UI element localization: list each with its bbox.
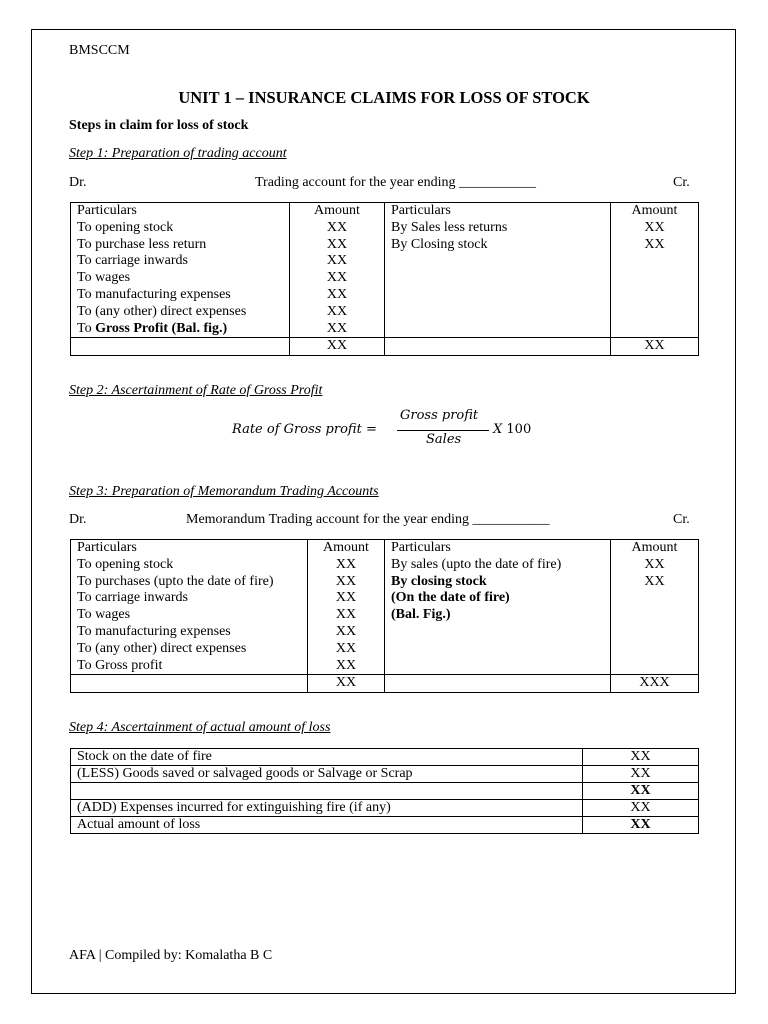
credit-amount <box>611 253 699 270</box>
table-header-row <box>71 540 699 557</box>
header-amount-dr: Amount <box>290 203 385 220</box>
steps-heading: Steps in claim for loss of stock <box>69 118 249 133</box>
loss-subtotal: XX <box>583 783 699 800</box>
credit-total: XXX <box>611 675 699 693</box>
loss-label: (LESS) Goods saved or salvaged goods or Salvage or Scrap <box>71 766 583 783</box>
table-row <box>71 766 699 783</box>
step3-cr: Cr. <box>673 512 690 527</box>
table-row <box>71 321 699 338</box>
debit-amount: XX <box>308 658 385 675</box>
table-row <box>71 253 699 270</box>
total-label <box>71 675 308 693</box>
loss-label: Stock on the date of fire <box>71 749 583 766</box>
credit-label <box>385 287 611 304</box>
loss-total: XX <box>583 817 699 834</box>
debit-label: To (any other) direct expenses <box>71 641 308 658</box>
loss-amount: XX <box>583 800 699 817</box>
multiplier-value: 100 <box>506 422 532 437</box>
credit-label: By closing stock <box>385 574 611 591</box>
footer: AFA | Compiled by: Komalatha B C <box>69 948 273 963</box>
debit-amount: XX <box>308 607 385 624</box>
credit-label <box>385 304 611 321</box>
step4-title: Step 4: Ascertainment of actual amount of loss <box>69 720 331 735</box>
loss-amount: XX <box>583 749 699 766</box>
credit-amount <box>611 321 699 338</box>
debit-amount: XX <box>308 574 385 591</box>
fraction-bar <box>397 430 489 431</box>
debit-label: To carriage inwards <box>71 590 308 607</box>
formula-multiplier <box>493 422 531 437</box>
table-row <box>71 557 699 574</box>
credit-label <box>385 624 611 641</box>
loss-table <box>70 748 699 834</box>
table-row <box>71 287 699 304</box>
table-row <box>71 817 699 834</box>
table-row <box>71 641 699 658</box>
step2-title: Step 2: Ascertainment of Rate of Gross Profit <box>69 383 323 398</box>
unit-title: UNIT 1 – INSURANCE CLAIMS FOR LOSS OF STOCK <box>178 88 590 107</box>
header-particulars-dr: Particulars <box>71 203 290 220</box>
credit-amount <box>611 624 699 641</box>
step3-caption: Memorandum Trading account for the year ending ___________ <box>186 512 550 527</box>
credit-amount <box>611 641 699 658</box>
table-row <box>71 574 699 591</box>
label-prefix: To <box>77 320 96 336</box>
step1-title: Step 1: Preparation of trading account <box>69 146 287 161</box>
table-row <box>71 237 699 254</box>
debit-amount: XX <box>308 641 385 658</box>
header-amount-cr: Amount <box>611 540 699 557</box>
header-amount-dr: Amount <box>308 540 385 557</box>
debit-amount: XX <box>290 287 385 304</box>
debit-amount: XX <box>290 304 385 321</box>
credit-label <box>385 641 611 658</box>
header-label: BMSCCM <box>69 43 130 58</box>
debit-amount: XX <box>290 270 385 287</box>
header-amount-cr: Amount <box>611 203 699 220</box>
step3-title: Step 3: Preparation of Memorandum Trading Accounts <box>69 484 379 499</box>
step1-dr: Dr. <box>69 175 87 190</box>
loss-label: Actual amount of loss <box>71 817 583 834</box>
table-row <box>71 658 699 675</box>
debit-label: To carriage inwards <box>71 253 290 270</box>
label-bold: Gross Profit (Bal. fig.) <box>95 320 228 336</box>
total-row <box>71 675 699 693</box>
credit-amount: XX <box>611 574 699 591</box>
credit-label <box>385 270 611 287</box>
credit-total: XX <box>611 338 699 356</box>
credit-label <box>385 253 611 270</box>
table-row <box>71 590 699 607</box>
loss-label: (ADD) Expenses incurred for extinguishing fire (if any) <box>71 800 583 817</box>
header-particulars-dr: Particulars <box>71 540 308 557</box>
debit-amount: XX <box>308 590 385 607</box>
credit-amount <box>611 658 699 675</box>
debit-label: To opening stock <box>71 557 308 574</box>
total-label <box>385 338 611 356</box>
debit-label: To opening stock <box>71 220 290 237</box>
debit-label: To wages <box>71 270 290 287</box>
debit-label: To purchases (upto the date of fire) <box>71 574 308 591</box>
debit-amount: XX <box>290 253 385 270</box>
loss-label <box>71 783 583 800</box>
table-row <box>71 220 699 237</box>
table-row <box>71 270 699 287</box>
credit-label <box>385 321 611 338</box>
credit-amount <box>611 590 699 607</box>
debit-label: To manufacturing expenses <box>71 287 290 304</box>
debit-amount: XX <box>308 624 385 641</box>
credit-label: (Bal. Fig.) <box>385 607 611 624</box>
table-row <box>71 304 699 321</box>
debit-total: XX <box>290 338 385 356</box>
total-label <box>385 675 611 693</box>
debit-label: To purchase less return <box>71 237 290 254</box>
credit-amount <box>611 270 699 287</box>
header-particulars-cr: Particulars <box>385 203 611 220</box>
credit-amount <box>611 607 699 624</box>
trading-account-table <box>70 202 699 356</box>
credit-label: By sales (upto the date of fire) <box>385 557 611 574</box>
total-label <box>71 338 290 356</box>
credit-label <box>385 658 611 675</box>
loss-amount: XX <box>583 766 699 783</box>
multiplier-symbol: X <box>493 422 503 437</box>
debit-label: To Gross profit <box>71 658 308 675</box>
credit-amount <box>611 287 699 304</box>
table-row <box>71 607 699 624</box>
credit-amount: XX <box>611 237 699 254</box>
table-row <box>71 783 699 800</box>
debit-amount: XX <box>290 237 385 254</box>
credit-amount: XX <box>611 220 699 237</box>
debit-label: To (any other) direct expenses <box>71 304 290 321</box>
table-row <box>71 624 699 641</box>
debit-amount: XX <box>308 557 385 574</box>
credit-label: By Sales less returns <box>385 220 611 237</box>
credit-amount <box>611 304 699 321</box>
table-header-row <box>71 203 699 220</box>
table-row <box>71 800 699 817</box>
debit-amount: XX <box>290 220 385 237</box>
credit-label: By Closing stock <box>385 237 611 254</box>
header-particulars-cr: Particulars <box>385 540 611 557</box>
debit-total: XX <box>308 675 385 693</box>
credit-amount: XX <box>611 557 699 574</box>
memorandum-trading-table <box>70 539 699 693</box>
formula-denominator: Sales <box>426 432 462 447</box>
debit-amount: XX <box>290 321 385 338</box>
formula-lhs: Rate of Gross profit = <box>232 422 377 437</box>
total-row <box>71 338 699 356</box>
formula-numerator: Gross profit <box>400 408 479 423</box>
table-row <box>71 749 699 766</box>
debit-label: To manufacturing expenses <box>71 624 308 641</box>
debit-label <box>71 321 290 338</box>
debit-label: To wages <box>71 607 308 624</box>
step1-cr: Cr. <box>673 175 690 190</box>
step1-caption: Trading account for the year ending ___________ <box>255 175 536 190</box>
credit-label: (On the date of fire) <box>385 590 611 607</box>
step3-dr: Dr. <box>69 512 87 527</box>
